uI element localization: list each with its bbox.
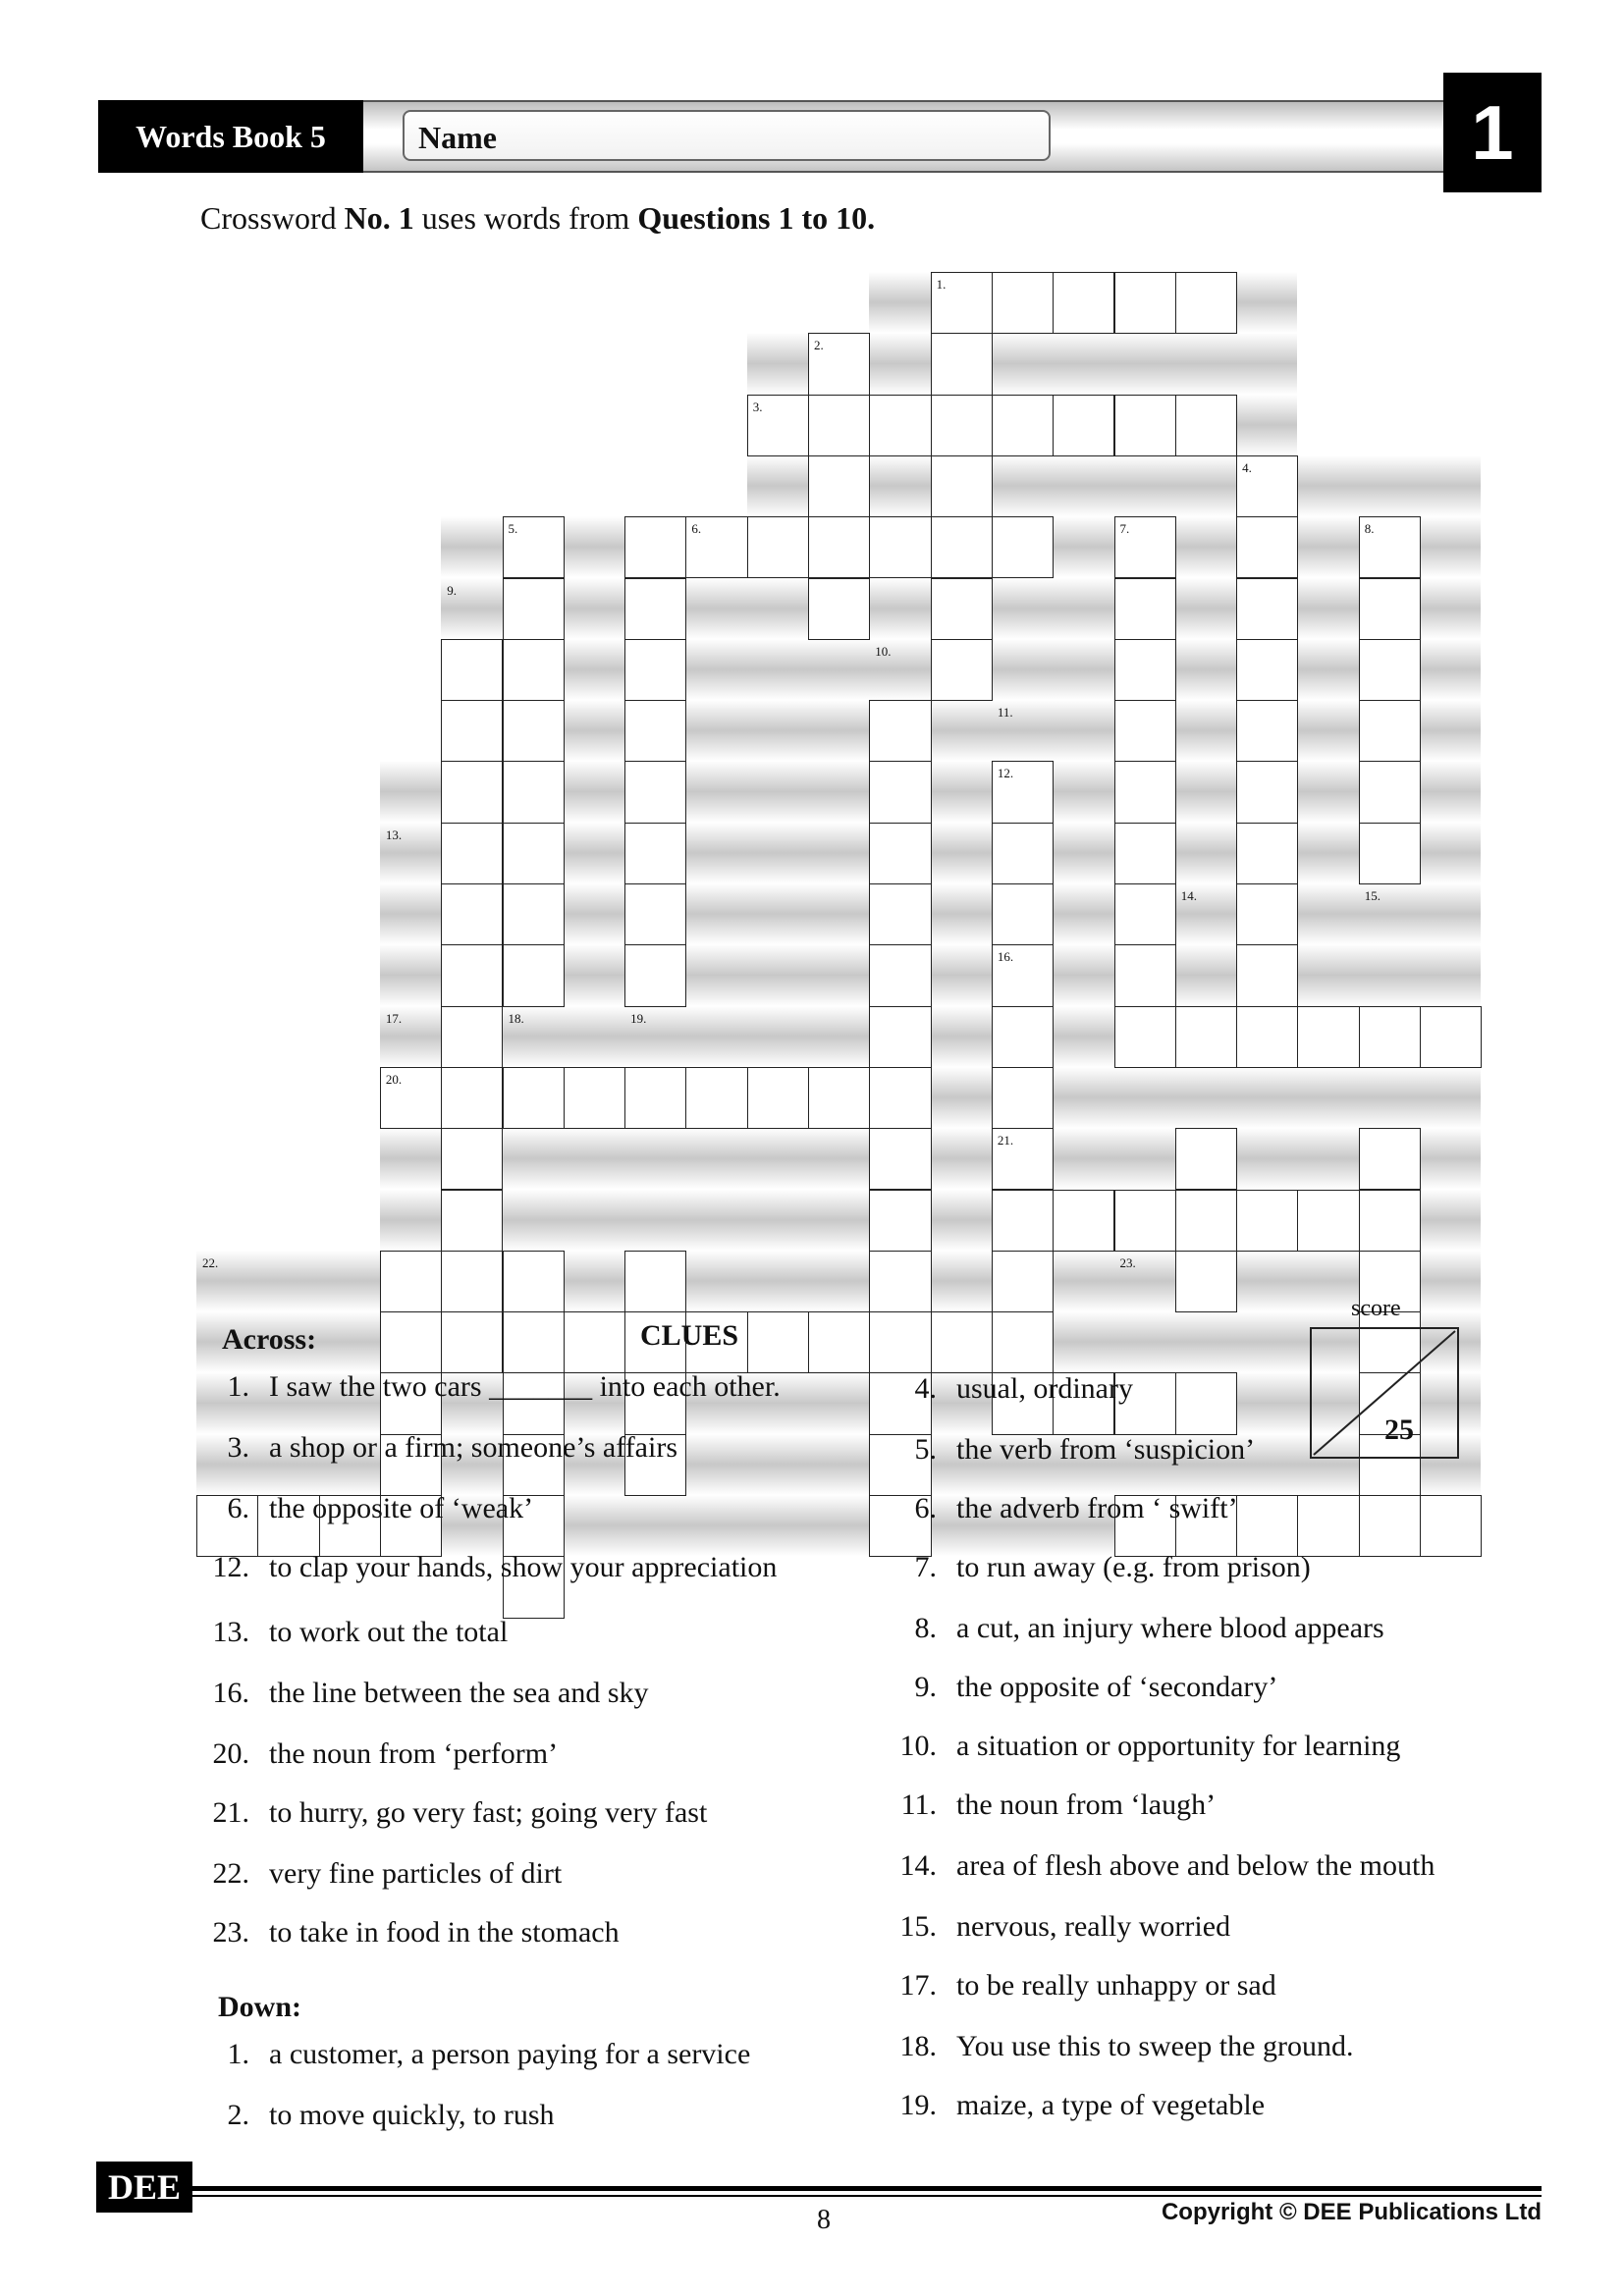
clue-item: [192, 1677, 649, 1710]
crossword-cell[interactable]: [808, 516, 870, 578]
crossword-cell[interactable]: [1114, 578, 1176, 640]
clue-item-text: to be really unhappy or sad: [956, 1969, 1276, 2002]
crossword-cell[interactable]: [441, 1067, 503, 1129]
crossword-cell[interactable]: [1359, 578, 1421, 640]
clue-item: [192, 1737, 558, 1771]
clue-item-number: 9.: [914, 1671, 937, 1703]
crossword-cell[interactable]: [931, 1311, 993, 1373]
crossword-cell[interactable]: [931, 639, 993, 701]
intro-text: [200, 200, 875, 237]
clue-number: 17.: [385, 1010, 403, 1026]
crossword-cell[interactable]: [931, 455, 993, 517]
crossword-cell[interactable]: [1053, 272, 1114, 334]
crossword-cell[interactable]: [869, 883, 931, 945]
crossword-cell[interactable]: [1236, 761, 1298, 823]
footer-line: [192, 2186, 1542, 2191]
crossword-cell[interactable]: [992, 272, 1054, 334]
clue-number: 2.: [814, 338, 824, 353]
clue-item-number: 16.: [212, 1677, 249, 1709]
clue-number: 20.: [385, 1071, 403, 1087]
down-title: Down:: [218, 1991, 302, 2023]
crossword-cell[interactable]: [1297, 1006, 1359, 1068]
crossword-cell[interactable]: [931, 395, 993, 456]
crossword-cell[interactable]: [747, 516, 809, 578]
crossword-cell[interactable]: [869, 1128, 931, 1190]
clue-item-number: 4.: [914, 1372, 937, 1405]
clue-item-text: the opposite of ‘secondary’: [956, 1671, 1278, 1703]
crossword-cell[interactable]: [624, 578, 686, 640]
crossword-cell[interactable]: [931, 516, 993, 578]
crossword-cell[interactable]: [869, 1067, 931, 1129]
clue-item-number: 8.: [914, 1612, 937, 1644]
crossword-cell[interactable]: [441, 944, 503, 1006]
clue-number: 14.: [1180, 888, 1198, 903]
intro-questions: Questions 1 to 10.: [637, 200, 876, 236]
clue-item-number: 19.: [899, 2089, 937, 2121]
clue-item: [880, 1433, 1255, 1467]
crossword-cell[interactable]: [992, 1251, 1054, 1312]
name-field[interactable]: [403, 110, 1051, 161]
clue-item: [192, 1431, 677, 1465]
crossword-cell[interactable]: [869, 1311, 931, 1373]
crossword-cell[interactable]: [441, 1251, 503, 1312]
clue-number: 6.: [691, 521, 702, 537]
score-label: score: [1351, 1296, 1401, 1321]
dee-logo: DEE: [96, 2162, 192, 2213]
crossword-cell[interactable]: [624, 944, 686, 1006]
crossword-cell[interactable]: [1053, 1190, 1114, 1252]
crossword-cell[interactable]: [1175, 1190, 1237, 1252]
clue-item: [880, 1372, 1133, 1406]
clue-item-number: 5.: [914, 1433, 937, 1466]
clue-item: [192, 1551, 777, 1584]
crossword-cell[interactable]: [869, 761, 931, 823]
crossword-cell[interactable]: [624, 516, 686, 578]
crossword-cell[interactable]: [1114, 700, 1176, 762]
crossword-cell[interactable]: [869, 516, 931, 578]
crossword-cell[interactable]: [1114, 272, 1176, 334]
crossword-cell[interactable]: [808, 578, 870, 640]
crossword-cell[interactable]: [1114, 944, 1176, 1006]
clue-item: [880, 1730, 1400, 1763]
crossword-cell[interactable]: [1114, 639, 1176, 701]
clue-number: 3.: [752, 399, 763, 414]
crossword-cell[interactable]: [624, 823, 686, 884]
crossword-cell[interactable]: [503, 761, 565, 823]
clue-number: 11.: [997, 705, 1013, 721]
clue-item: [880, 1969, 1276, 2002]
crossword-cell[interactable]: [931, 333, 993, 395]
crossword-cell[interactable]: [992, 1311, 1054, 1373]
crossword-cell[interactable]: [1236, 883, 1298, 945]
clue-item: [880, 1849, 1435, 1883]
crossword-number-badge: 1: [1443, 73, 1542, 192]
crossword-cell[interactable]: [1236, 944, 1298, 1006]
clue-item: [192, 1916, 620, 1949]
crossword-cell[interactable]: [869, 1251, 931, 1312]
clue-item-text: area of flesh above and below the mouth: [956, 1849, 1435, 1882]
clue-number: 19.: [630, 1010, 647, 1026]
clue-item-text: to move quickly, to rush: [269, 2099, 555, 2131]
crossword-cell[interactable]: [1114, 823, 1176, 884]
crossword-cell[interactable]: [564, 1067, 625, 1129]
clue-item-number: 12.: [212, 1551, 249, 1583]
crossword-cell[interactable]: [564, 1311, 625, 1373]
crossword-cell[interactable]: [992, 1006, 1054, 1068]
crossword-cell[interactable]: [441, 883, 503, 945]
clue-number: 22.: [202, 1255, 219, 1270]
clue-number: 13.: [385, 827, 403, 842]
crossword-cell[interactable]: [1175, 1006, 1237, 1068]
crossword-cell[interactable]: [869, 944, 931, 1006]
crossword-cell[interactable]: [747, 1067, 809, 1129]
crossword-cell[interactable]: [1236, 700, 1298, 762]
crossword-cell[interactable]: [503, 1311, 565, 1373]
clue-item-number: 17.: [899, 1969, 937, 2002]
clue-item-text: usual, ordinary: [956, 1372, 1133, 1405]
crossword-cell[interactable]: [1359, 1190, 1421, 1252]
clue-number: 16.: [997, 949, 1014, 965]
crossword-cell[interactable]: [1236, 1190, 1298, 1252]
crossword-cell[interactable]: [1359, 823, 1421, 884]
crossword-cell[interactable]: [503, 700, 565, 762]
crossword-cell[interactable]: [808, 1311, 870, 1373]
crossword-cell[interactable]: [1359, 1006, 1421, 1068]
crossword-cell[interactable]: [624, 639, 686, 701]
clue-item: [192, 2038, 750, 2071]
clue-item: [880, 1551, 1311, 1584]
clue-number: 21.: [997, 1133, 1014, 1148]
crossword-cell[interactable]: [869, 700, 931, 762]
crossword-cell[interactable]: [1359, 700, 1421, 762]
crossword-cell[interactable]: [1359, 1128, 1421, 1190]
crossword-cell[interactable]: [992, 395, 1054, 456]
clue-number: 1.: [936, 277, 947, 292]
clue-item: [192, 1616, 508, 1649]
crossword-cell[interactable]: [1359, 1495, 1421, 1557]
crossword-cell[interactable]: [1297, 1190, 1359, 1252]
clue-item: [880, 1910, 1230, 1944]
clue-item-number: 6.: [914, 1492, 937, 1524]
crossword-cell[interactable]: [624, 883, 686, 945]
clue-item-number: 11.: [900, 1789, 937, 1821]
clue-item-number: 3.: [227, 1431, 249, 1464]
crossword-cell[interactable]: [992, 516, 1054, 578]
clue-item-number: 23.: [212, 1916, 249, 1949]
crossword-cell[interactable]: [1053, 395, 1114, 456]
clue-item: [192, 1370, 781, 1404]
crossword-cell[interactable]: [380, 1251, 442, 1312]
clue-item: [880, 1671, 1277, 1704]
crossword-cell[interactable]: [869, 395, 931, 456]
crossword-cell[interactable]: [441, 1190, 503, 1252]
clue-item-text: the noun from ‘perform’: [269, 1737, 559, 1770]
clue-item-text: maize, a type of vegetable: [956, 2089, 1266, 2121]
crossword-cell[interactable]: [992, 823, 1054, 884]
clue-item-number: 10.: [899, 1730, 937, 1762]
clue-item-text: a customer, a person paying for a service: [269, 2038, 751, 2070]
crossword-cell[interactable]: [624, 700, 686, 762]
crossword-cell[interactable]: [992, 1067, 1054, 1129]
clue-item-text: a cut, an injury where blood appears: [956, 1612, 1384, 1644]
crossword-cell[interactable]: [1297, 1495, 1359, 1557]
clue-item-text: the verb from ‘suspicion’: [956, 1433, 1256, 1466]
clue-item-text: nervous, really worried: [956, 1910, 1231, 1943]
clue-number: 10.: [875, 643, 892, 659]
clue-item-number: 21.: [212, 1796, 249, 1829]
crossword-cell[interactable]: [808, 455, 870, 517]
clue-item-text: to clap your hands, show your appreciation: [269, 1551, 778, 1583]
clue-item-number: 6.: [227, 1492, 249, 1524]
clue-number: 12.: [997, 766, 1014, 781]
clue-item: [880, 1612, 1384, 1645]
crossword-cell[interactable]: [624, 1251, 686, 1312]
intro-prefix: Crossword: [200, 200, 345, 236]
clue-item: [880, 2089, 1265, 2122]
clue-item-text: You use this to sweep the ground.: [956, 2030, 1354, 2062]
crossword-cell[interactable]: [503, 883, 565, 945]
clue-item: [192, 1857, 562, 1891]
clue-item-text: the adverb from ‘ swift’: [956, 1492, 1238, 1524]
clue-item: [880, 1789, 1216, 1822]
clue-item: [880, 2030, 1353, 2063]
crossword-cell[interactable]: [624, 1067, 686, 1129]
crossword-cell[interactable]: [503, 1067, 565, 1129]
clue-item-number: 22.: [212, 1857, 249, 1890]
intro-no: No. 1: [344, 200, 414, 236]
clue-number: 9.: [447, 582, 457, 598]
clue-number: 23.: [1119, 1255, 1136, 1270]
crossword-cell[interactable]: [1236, 1006, 1298, 1068]
crossword-cell[interactable]: [441, 1006, 503, 1068]
crossword-cell[interactable]: [503, 823, 565, 884]
crossword-cell[interactable]: [441, 761, 503, 823]
crossword-cell[interactable]: [441, 1128, 503, 1190]
score-max: 25: [1384, 1414, 1414, 1446]
crossword-cell[interactable]: [1359, 761, 1421, 823]
crossword-cell[interactable]: [869, 823, 931, 884]
crossword-cell[interactable]: [503, 944, 565, 1006]
crossword-cell[interactable]: [1175, 1372, 1237, 1434]
clue-item-text: the noun from ‘laugh’: [956, 1789, 1217, 1821]
crossword-cell[interactable]: [869, 1190, 931, 1252]
crossword-cell[interactable]: [441, 1311, 503, 1373]
crossword-cell[interactable]: [808, 395, 870, 456]
crossword-cell[interactable]: [1420, 1006, 1482, 1068]
clue-item-text: a shop or a firm; someone’s affairs: [269, 1431, 678, 1464]
crossword-cell[interactable]: [1175, 1251, 1237, 1312]
clue-item-number: 14.: [899, 1849, 937, 1882]
crossword-cell[interactable]: [380, 1311, 442, 1373]
book-label: Words Book 5: [98, 100, 363, 173]
clue-item-text: to take in food in the stomach: [269, 1916, 620, 1949]
crossword-cell[interactable]: [441, 700, 503, 762]
intro-middle: uses words from: [413, 200, 638, 236]
footer-line-thin: [192, 2195, 1542, 2197]
across-title: Across:: [222, 1323, 317, 1356]
clue-number: 4.: [1242, 459, 1252, 475]
clue-number: 7.: [1119, 521, 1130, 537]
clue-item-text: a situation or opportunity for learning: [956, 1730, 1401, 1762]
clue-number: 8.: [1364, 521, 1375, 537]
crossword-cell[interactable]: [503, 639, 565, 701]
clue-item-number: 7.: [914, 1551, 937, 1583]
clue-item-text: the opposite of ‘weak’: [269, 1492, 534, 1524]
crossword-cell[interactable]: [1236, 639, 1298, 701]
crossword-cell[interactable]: [503, 1251, 565, 1312]
crossword-cell[interactable]: [1114, 1006, 1176, 1068]
clue-item-text: the line between the sea and sky: [269, 1677, 649, 1709]
clue-item: [192, 1492, 533, 1525]
clue-item-number: 1.: [227, 1370, 249, 1403]
crossword-cell[interactable]: [808, 1067, 870, 1129]
clue-item-text: to run away (e.g. from prison): [956, 1551, 1311, 1583]
clue-item-number: 15.: [899, 1910, 937, 1943]
crossword-cell[interactable]: [992, 883, 1054, 945]
clue-number: 18.: [508, 1010, 524, 1026]
crossword-cell[interactable]: [1420, 1495, 1482, 1557]
crossword-cell[interactable]: [1359, 639, 1421, 701]
crossword-cell[interactable]: [1114, 1190, 1176, 1252]
crossword-cell[interactable]: [747, 1311, 809, 1373]
crossword-cell[interactable]: [503, 578, 565, 640]
crossword-cell[interactable]: [1114, 761, 1176, 823]
clue-item-number: 18.: [899, 2030, 937, 2062]
clue-item-number: 2.: [227, 2099, 249, 2131]
crossword-cell[interactable]: [441, 823, 503, 884]
crossword-cell[interactable]: [1114, 883, 1176, 945]
clue-item: [880, 1492, 1238, 1525]
crossword-cell[interactable]: [1236, 516, 1298, 578]
clue-item-number: 1.: [227, 2038, 249, 2070]
crossword-cell[interactable]: [1175, 272, 1237, 334]
name-label: Name: [418, 120, 497, 155]
crossword-cell[interactable]: [869, 1006, 931, 1068]
crossword-cell[interactable]: [1236, 823, 1298, 884]
clue-item-number: 13.: [212, 1616, 249, 1648]
crossword-cell[interactable]: [624, 761, 686, 823]
grid-shade: [441, 700, 1481, 761]
crossword-cell[interactable]: [441, 639, 503, 701]
crossword-cell[interactable]: [1236, 578, 1298, 640]
crossword-cell[interactable]: [685, 1067, 747, 1129]
clue-item: [192, 2099, 555, 2132]
clue-item-text: I saw the two cars _______ into each other.: [269, 1370, 781, 1403]
crossword-cell[interactable]: [1175, 395, 1237, 456]
page-number: 8: [817, 2205, 831, 2235]
clue-item-text: to hurry, go very fast; going very fast: [269, 1796, 708, 1829]
copyright: Copyright © DEE Publications Ltd: [1161, 2199, 1542, 2225]
clue-item: [192, 1796, 707, 1830]
crossword-cell[interactable]: [1175, 1128, 1237, 1190]
clue-item-text: to work out the total: [269, 1616, 509, 1648]
clues-heading: CLUES: [640, 1319, 739, 1352]
crossword-cell[interactable]: [931, 578, 993, 640]
clue-item-number: 20.: [212, 1737, 249, 1770]
clue-number: 15.: [1364, 888, 1380, 903]
clue-number: 5.: [508, 521, 518, 537]
clue-item-text: very fine particles of dirt: [269, 1857, 563, 1890]
crossword-cell[interactable]: [1236, 1495, 1298, 1557]
crossword-cell[interactable]: [1114, 395, 1176, 456]
crossword-cell[interactable]: [992, 1190, 1054, 1252]
